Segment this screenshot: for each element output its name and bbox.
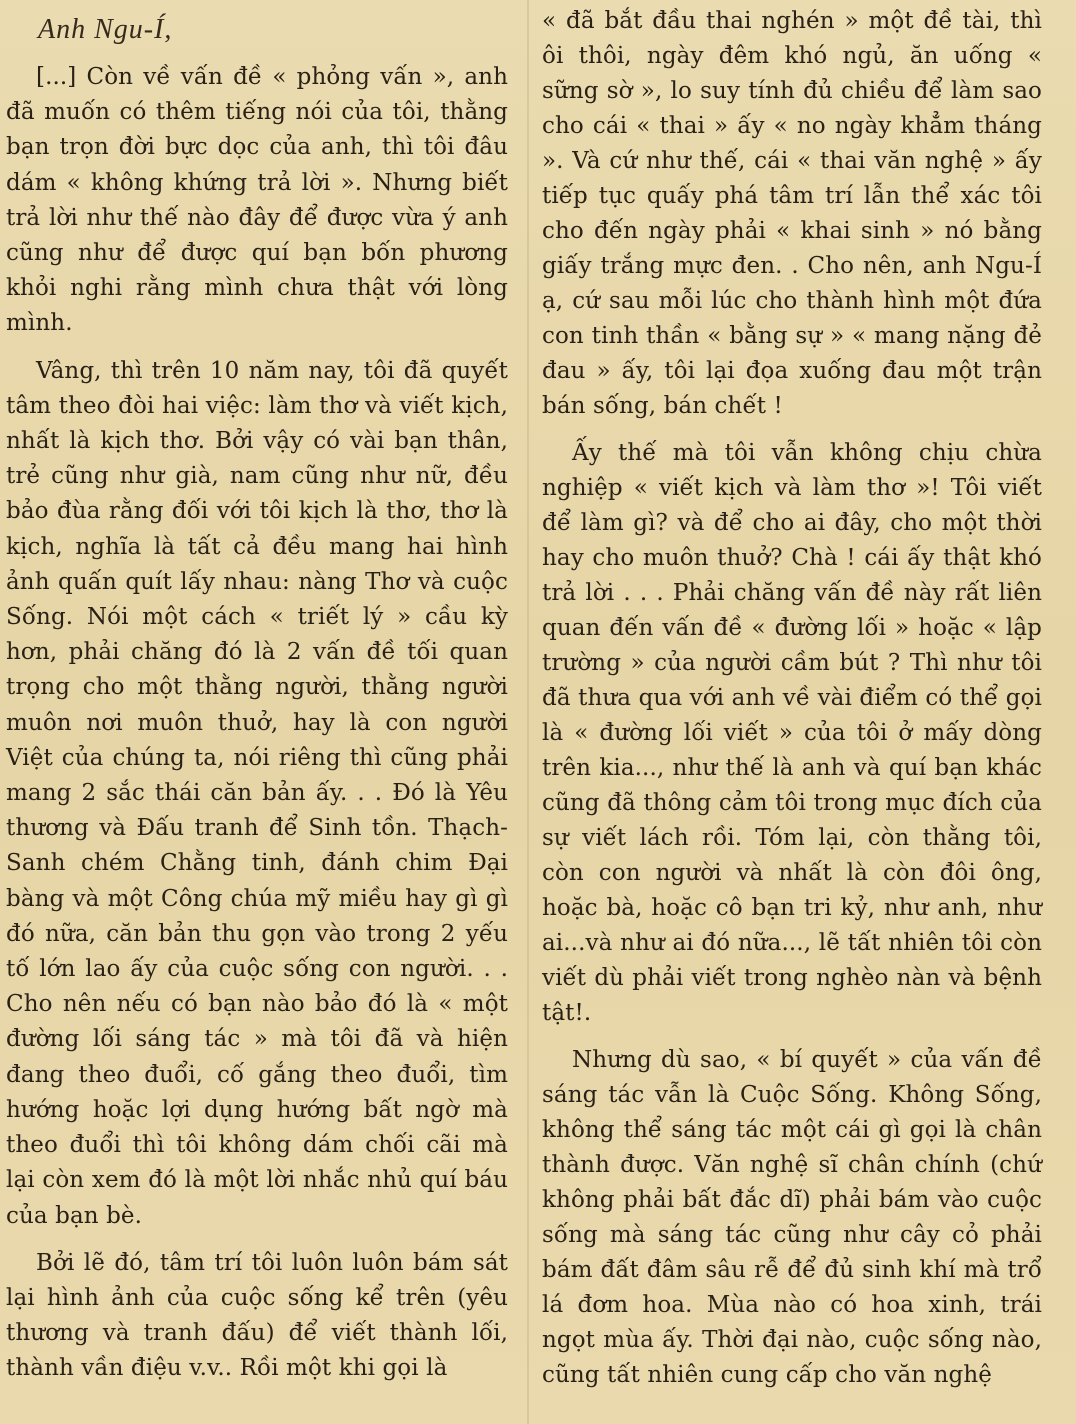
paragraph: « đã bắt đầu thai nghén » một đề tài, thì ôi thôi, ngày đêm khó ngủ, ăn uống « sững sờ », lo suy tính đủ chiều để làm sao cho cái « thai » ấy « no ngày khẳm tháng ». Và cứ như thế, cái « thai văn nghệ » ấy tiếp tục quấy phá tâm trí lẫn thể xác tôi cho đến ngày phải « khai sinh » nó bằng giấy trắng mực đen. . Cho nên, anh Ngu-Í ạ, cứ sau mỗi lúc cho thành hình một đứa con tinh thần « bằng sự » « mang nặng đẻ đau » ấy, tôi lại đọa xuống đau một trận bán sống, bán chết ! [542,8,1042,419]
left-column [0,0,528,1424]
paragraph: [...] Còn về vấn đề « phỏng vấn », anh đã muốn có thêm tiếng nói của tôi, thằng bạn trọn đời bực dọc của anh, thì tôi đâu dám « không khứng trả lời ». Nhưng biết trả lời như thế nào đây để được vừa ý anh cũng như để được quí bạn bốn phương khỏi nghi rằng mình chưa thật với lòng mình. [6,64,508,337]
paragraph: Vâng, thì trên 10 năm nay, tôi đã quyết tâm theo đòi hai việc: làm thơ và viết kịch, nhất là kịch thơ. Bởi vậy có vài bạn thân, trẻ cũng như già, nam cũng như nữ, đều bảo đùa rằng đối với tôi kịch là thơ, thơ là kịch, nghĩa là tất cả đều mang hai hình ảnh quấn quít lấy nhau: nàng Thơ và cuộc Sống. Nói một cách « triết lý » cầu kỳ hơn, phải chăng đó là 2 vấn đề tối quan trọng cho một thằng người, thằng người muôn nơi muôn thuở, hay là con người Việt của chúng ta, nói riêng thì cũng phải mang 2 sắc thái căn bản ấy. . . Đó là Yêu thương và Đấu tranh để Sinh tồn. Thạch-Sanh chém Chằng tinh, đánh chim Đại bàng và một Công chúa mỹ miều hay gì gì đó nữa, căn bản thu gọn vào trong 2 yếu tố lớn lao ấy của cuộc sống con người. . . Cho nên nếu có bạn nào bảo đó là « một đường lối sáng tác » mà tôi đã và hiện đang theo đuổi, cố gắng theo đuổi, tìm hướng hoặc lợi dụng hướng bất ngờ mà theo đuổi thì tôi không dám chối cãi mà lại còn xem đó là một lời nhắc nhủ quí báu của bạn bè. [6,357,508,1229]
paragraph: Nhưng dù sao, « bí quyết » của vấn đề sáng tác vẫn là Cuộc Sống. Không Sống, không thể sáng tác một cái gì gọi là chân thành được. Văn nghệ sĩ chân chính (chứ không phải bất đắc dĩ) phải bám vào cuộc sống mà sáng tác cũng như cây cỏ phải bám đất đâm sâu rễ để đủ sinh khí mà trổ lá đơm hoa. Mùa nào có hoa xinh, trái ngọt mùa ấy. Thời đại nào, cuộc sống nào, cũng tất nhiên cung cấp cho văn nghệ [542,1047,1042,1388]
paragraph: Ấy thế mà tôi vẫn không chịu chừa nghiệp « viết kịch và làm thơ »! Tôi viết để làm gì? và để cho ai đây, cho một thời hay cho muôn thuở? Chà ! cái ấy thật khó trả lời . . . Phải chăng vấn đề này rất liên quan đến vấn đề « đường lối » hoặc « lập trường » của người cầm bút ? Thì như tôi đã thưa qua với anh về vài điểm có thể gọi là « đường lối viết » của tôi ở mấy dòng trên kia..., như thế là anh và quí bạn khác cũng đã thông cảm tôi trong mục đích của sự viết lách rồi. Tóm lại, còn thằng tôi, còn con người và nhất là còn đôi ông, hoặc bà, hoặc cô bạn tri kỷ, như anh, như ai...và như ai đó nữa..., lẽ tất nhiên tôi còn viết dù phải viết trong nghèo nàn và bệnh tật!. [542,440,1042,1026]
letter-salutation: Anh Ngu-Í, [38,14,173,45]
paragraph: Bởi lẽ đó, tâm trí tôi luôn luôn bám sát lại hình ảnh của cuộc sống kể trên (yêu thương và tranh đấu) để viết thành lối, thành vần điệu v.v.. Rồi một khi gọi là [6,1249,508,1382]
right-column [538,0,1076,1424]
